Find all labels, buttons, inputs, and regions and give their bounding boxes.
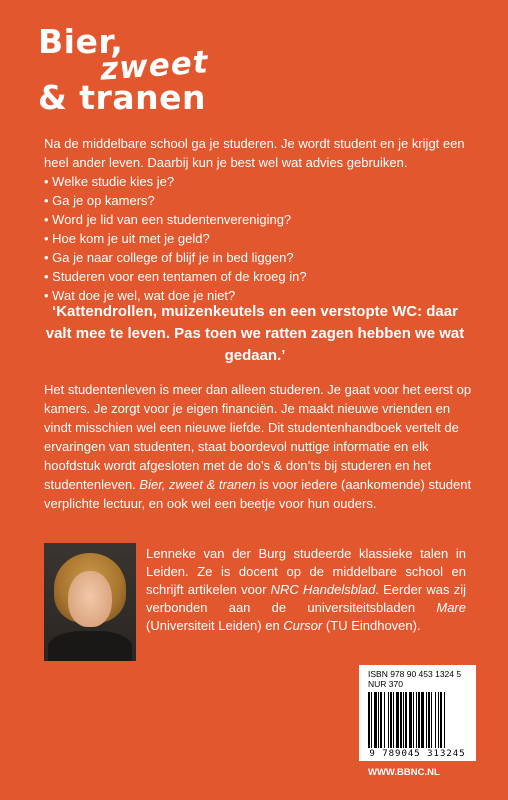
description-book-title: Bier, zweet & tranen [139, 477, 256, 492]
barcode-panel [359, 665, 476, 761]
question-item: • Ga je op kamers? [44, 191, 474, 210]
author-bio [146, 545, 466, 635]
question-item: • Studeren voor een tentamen of de kroeg in? [44, 267, 474, 286]
publisher-url: WWW.BBNC.NL [368, 767, 440, 778]
bio-text-4: (TU Eindhoven). [322, 618, 421, 633]
bio-nrc: NRC Handelsblad [270, 582, 376, 597]
title-line-zweet: zweet [98, 44, 210, 88]
bio-cursor: Cursor [283, 618, 323, 633]
bio-text-3: (Universiteit Leiden) en [146, 618, 284, 633]
intro-paragraph: Na de middelbare school ga je studeren. Je wordt student en je krijgt een heel ander leven. Daarbij kun je best wel wat advies gebruiken. [44, 136, 465, 170]
question-list [44, 172, 474, 305]
nur-label: NUR 370 [368, 679, 403, 689]
question-item: • Ga je naar college of blijf je in bed liggen? [44, 248, 474, 267]
bio-text-2: . Eerder was zij verbonden aan de universiteitsbladen [146, 582, 466, 615]
description-paragraph [44, 380, 474, 513]
pull-quote: ‘Kattendrollen, muizenkeutels en een verstopte WC: daar valt mee te leven. Pas toen we ratten zagen hebben we wat gedaan.’ [45, 303, 465, 364]
barcode-icon [368, 692, 468, 748]
bio-text-1: Lenneke van der Burg studeerde klassieke talen in Leiden. Ze is docent op de middelbare school en schrijft artikelen voor [146, 546, 466, 597]
question-item: • Wat doe je wel, wat doe je niet? [44, 286, 474, 305]
intro-section [44, 134, 474, 305]
barcode-number: 9 789045 313245 [369, 749, 466, 759]
description-text-2: is voor iedere (aankomende) student verplichte lectuur, en ook wel een beetje voor hun ouders. [44, 477, 472, 511]
question-item: • Hoe kom je uit met je geld? [44, 229, 474, 248]
question-item: • Welke studie kies je? [44, 172, 474, 191]
title-line-tranen: & tranen [38, 78, 206, 117]
question-item: • Word je lid van een studentenvereniging? [44, 210, 474, 229]
description-text-1: Het studentenleven is meer dan alleen studeren. Je gaat voor het eerst op kamers. Je zorgt voor je eigen financiën. Je maakt nieuwe vrienden en vindt misschien wel een nieuwe liefde. Dit studentenhandboek vertelt de ervaringen van studenten, staat boordevol nuttige informatie en elk hoofdstuk wordt afgesloten met de do’s & don’ts bij studeren en het studentenleven. [44, 382, 472, 492]
book-title-logo [38, 22, 298, 122]
author-photo-shoulders [48, 631, 132, 661]
author-photo-face [68, 571, 112, 627]
title-line-bier: Bier, [38, 22, 124, 61]
author-photo [44, 543, 136, 661]
bio-mare: Mare [436, 600, 466, 615]
isbn-label: ISBN 978 90 453 1324 5 [368, 669, 462, 679]
